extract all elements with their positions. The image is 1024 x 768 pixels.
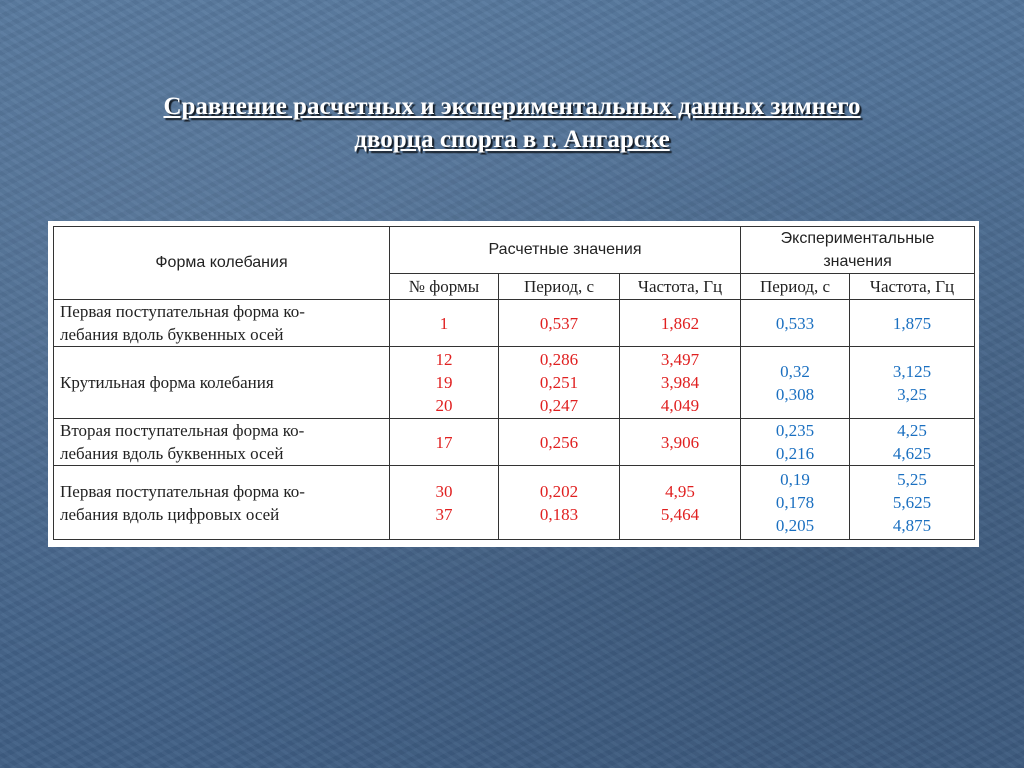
exp-period-cell [741,466,850,540]
calc-period-value: 0,251 [539,373,579,392]
form-no-cell [390,347,499,419]
table-panel [48,221,979,547]
oscillation-shape-line: лебания вдоль буквенных осей [60,444,284,463]
oscillation-shape-cell [54,419,390,466]
exp-freq-value: 5,625 [892,493,932,512]
exp-period-value: 0,32 [780,361,810,381]
exp-freq-value: 3,125 [892,361,932,381]
table-row [54,466,975,540]
header-form-no: № формы [390,274,499,300]
calc-freq-value: 3,906 [660,432,700,452]
exp-freq-cell [850,300,975,347]
header-exp-group-line-2: значения [823,253,892,270]
calc-freq-value: 4,049 [660,396,700,415]
exp-freq-value: 3,25 [897,384,927,404]
oscillation-shape-line: Крутильная форма колебания [60,373,274,392]
calc-freq-cell [620,466,741,540]
slide-title-line-2: дворца спорта в г. Ангарске [354,126,670,153]
exp-freq-value: 4,25 [897,421,927,440]
exp-freq-cell [850,466,975,540]
header-exp-freq: Частота, Гц [850,274,975,300]
header-calc-period: Период, с [499,274,620,300]
header-exp-group [741,227,975,274]
form-no-value: 19 [435,373,453,392]
oscillation-shape-line: Первая поступательная форма ко- [60,481,305,501]
form-no-value: 1 [439,313,449,333]
table-row [54,419,975,466]
exp-freq-value: 4,625 [892,444,932,463]
exp-freq-cell [850,347,975,419]
form-no-value: 12 [435,350,453,369]
calc-freq-value: 5,464 [660,504,700,524]
header-exp-period: Период, с [741,274,850,300]
oscillation-shape-cell [54,347,390,419]
calc-period-value: 0,202 [539,481,579,501]
calc-period-value: 0,256 [539,432,579,452]
exp-freq-cell [850,419,975,466]
exp-freq-value: 1,875 [892,313,932,333]
header-row-1 [54,227,975,274]
header-shape: Форма колебания [54,227,390,300]
exp-period-value: 0,235 [775,421,815,440]
exp-period-value: 0,205 [775,516,815,535]
exp-period-cell [741,300,850,347]
exp-period-value: 0,308 [775,384,815,404]
oscillation-shape-line: лебания вдоль буквенных осей [60,325,284,344]
calc-period-value: 0,247 [539,396,579,415]
form-no-cell [390,466,499,540]
oscillation-shape-cell [54,466,390,540]
calc-period-cell [499,347,620,419]
calc-period-value: 0,183 [539,504,579,524]
slide-title [60,90,964,156]
form-no-value: 17 [435,432,453,452]
exp-period-value: 0,178 [775,493,815,512]
exp-period-value: 0,216 [775,444,815,463]
exp-period-value: 0,533 [775,313,815,333]
calc-period-cell [499,419,620,466]
oscillation-shape-line: Первая поступательная форма ко- [60,302,305,321]
comparison-table [53,226,975,540]
calc-freq-cell [620,300,741,347]
calc-period-cell [499,300,620,347]
calc-freq-cell [620,419,741,466]
form-no-value: 30 [435,481,453,501]
form-no-cell [390,300,499,347]
exp-period-value: 0,19 [780,470,810,489]
calc-freq-value: 3,497 [660,350,700,369]
calc-freq-cell [620,347,741,419]
calc-period-cell [499,466,620,540]
exp-period-cell [741,419,850,466]
oscillation-shape-line: Вторая поступательная форма ко- [60,421,305,440]
header-exp-group-line-1: Экспериментальные [780,230,935,247]
calc-period-value: 0,286 [539,350,579,369]
exp-freq-value: 5,25 [897,470,927,489]
calc-freq-value: 3,984 [660,373,700,392]
oscillation-shape-cell [54,300,390,347]
header-calc-group: Расчетные значения [390,227,741,274]
oscillation-shape-line: лебания вдоль цифровых осей [60,504,280,524]
slide-title-line-1: Сравнение расчетных и экспериментальных данных зимнего [163,93,861,120]
table-row [54,347,975,419]
table-body [54,300,975,540]
calc-period-value: 0,537 [539,313,579,333]
form-no-value: 20 [435,396,453,415]
exp-freq-value: 4,875 [892,516,932,535]
form-no-cell [390,419,499,466]
calc-freq-value: 1,862 [660,313,700,333]
exp-period-cell [741,347,850,419]
table-row [54,300,975,347]
form-no-value: 37 [435,504,453,524]
header-calc-freq: Частота, Гц [620,274,741,300]
calc-freq-value: 4,95 [665,481,695,501]
